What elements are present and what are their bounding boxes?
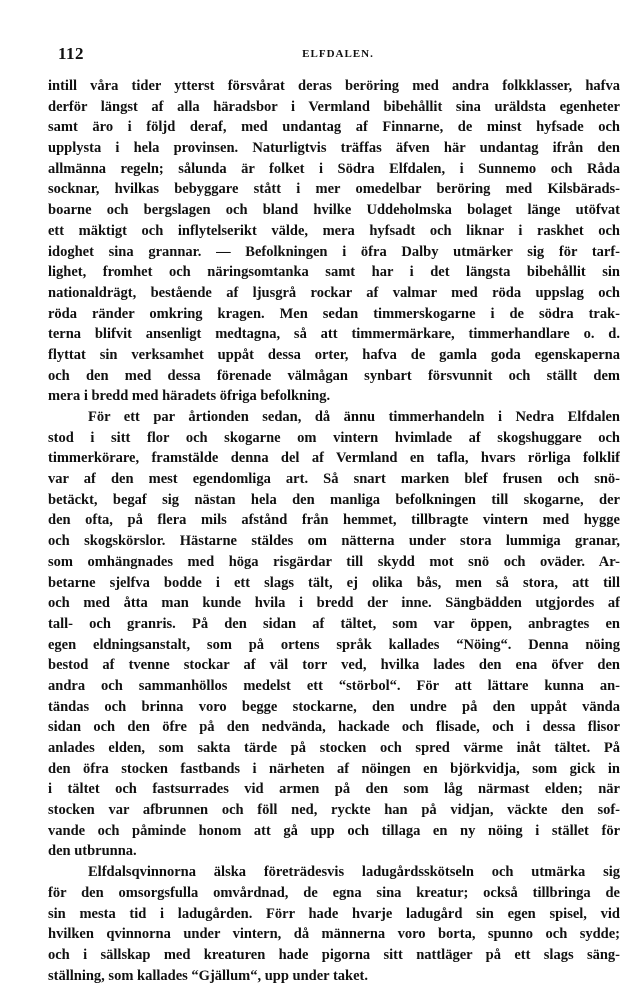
running-head: ELFDALEN.	[302, 48, 374, 60]
text-line: upplysta i hela provinsen. Naturligtvis träffas äfven här undantag ifrån den	[48, 140, 620, 157]
page-header	[58, 44, 618, 66]
text-line: tändas och brinna voro begge stockarne, den undre på den uppåt vända	[48, 698, 620, 715]
text-line: flyttat sin verksamhet uppåt dessa orter, hafva de gamla goda egenskaperna	[48, 346, 620, 363]
text-line: boarne och bergslagen och bland hvilke Uddeholmska bolaget länge utöfvat	[48, 202, 620, 219]
body-text	[48, 76, 620, 986]
text-line: och i sällskap med kreaturen hade pigorna sitt nattläger på ett slags säng-	[48, 946, 620, 963]
text-line: terna blifvit ansenligt medtagna, så att timmermärkare, timmerhandlare o. d.	[48, 326, 620, 343]
text-line: samt äro i följd deraf, med undantag af Finnarne, de minst hyfsade och	[48, 119, 620, 136]
text-line: stocken var afbrunnen och föll ned, ryckte han på vidjan, väckte den sof-	[48, 802, 620, 819]
text-line: derför längst af alla häradsbor i Vermland bibehållit sina uräldsta egenheter	[48, 98, 620, 115]
text-line: bestod af tvenne stockar af väl torr ved, hvilka lades den ena öfver den	[48, 657, 620, 674]
text-line: den ofta, på flera mils afstånd från hemmet, tillbragte vintern med hygge	[48, 512, 620, 529]
text-line: betarne sjelfva bodde i ett slags tält, ej olika bås, men så stora, att till	[48, 574, 620, 591]
page-number: 112	[58, 44, 85, 63]
paragraph	[48, 862, 620, 986]
text-line: betäckt, begaf sig nästan hela den manliga befolkningen till skogarne, der	[48, 491, 620, 508]
text-line: allmänna regeln; sålunda är folket i Södra Elfdalen, i Sunnemo och Råda	[48, 160, 620, 177]
text-line: ställning, som kallades “Gjällum“, upp under taket.	[48, 967, 369, 984]
text-line: intill våra tider ytterst försvårat deras beröring med andra folkklasser, hafva	[48, 78, 620, 94]
text-line: anlades elden, som sakta tärde på stocken och spred värme inåt tältet. På	[48, 740, 620, 756]
text-line: timmerkörare, framstälde denna del af Vermland en tafla, hvars rörliga folklif	[48, 450, 620, 467]
text-line: i tältet och fastsurrades vid armen på den som låg närmast elden; när	[48, 781, 620, 798]
text-line: och skogskörslor. Hästarne stäldes om nätterna under stora lummiga granar,	[48, 533, 620, 550]
text-line: sidan och den öfre på den nedvända, hackade och flisade, och i dessa flisor	[48, 719, 620, 736]
text-line: den öfra stocken fastbands i närheten af nöingen en björkvidja, som gick in	[48, 760, 620, 777]
text-line: vande och påminde honom att gå upp och tillaga en ny nöing i stället för	[48, 822, 620, 839]
text-line: den utbrunna.	[48, 843, 137, 860]
text-line: andra och sammanhöllos medelst ett “störbol“. För att lättare kunna an-	[48, 677, 620, 694]
text-line: tall- och granris. På den sidan af tältet, som var öppen, anbragtes en	[48, 615, 620, 632]
text-line: nationaldrägt, bestående af ljusgrå rockar af valmar med röda uppslag och	[48, 284, 620, 301]
text-line: och den med dessa förenade välmågan synbart försvunnit och ställt dem	[48, 367, 620, 384]
text-line: var af den mest egendomliga art. Så snart marken blef frusen och snö-	[48, 471, 620, 488]
text-line: röda ränder omkring kragen. Men sedan timmerskogarne i de södra trak-	[48, 305, 620, 322]
text-line: lighet, fromhet och näringsomtanka samt har i det längsta bibehållit sin	[48, 264, 620, 281]
text-line: Elfdalsqvinnorna älska företrädesvis ladugårdsskötseln och utmärka sig	[88, 864, 620, 881]
text-line: hvilken qvinnorna under vintern, då männerna voro borta, spunno och sydde;	[48, 926, 620, 943]
text-line: egen eldningsanstalt, som på ortens språk kallades “Nöing“. Denna nöing	[48, 636, 620, 653]
text-line: och med åtta man kunde hvila i bredd der inne. Sängbädden utgjordes af	[48, 595, 620, 612]
text-line: sin mesta tid i ladugården. Förr hade hvarje ladugård sin egen spisel, vid	[48, 905, 620, 922]
paragraph	[48, 407, 620, 862]
text-line: stod i sitt flor och skogarne om vintern hvimlade af skogshuggare och	[48, 429, 620, 446]
text-line: socknar, hvilkas bebyggare stått i mer omedelbar beröring med Kilsbärads-	[48, 181, 620, 198]
text-line: som omhängnades med höga risgärdar till skydd mot snö och oväder. Ar-	[48, 553, 620, 570]
text-line: mera i bredd med häradets öfriga befolkning.	[48, 388, 331, 405]
text-line: ett mäktigt och inflytelserikt välde, mera hyfsadt och liknar i raskhet och	[48, 222, 620, 239]
text-line: För ett par årtionden sedan, då ännu timmerhandeln i Nedra Elfdalen	[88, 409, 620, 425]
text-line: för den omsorgsfulla omvårdnad, de egna sina kreatur; också tillbringa de	[48, 884, 620, 901]
paragraph	[48, 76, 620, 407]
text-line: idoghet sina grannar. — Befolkningen i öfra Dalby utmärker sig för tarf-	[48, 243, 620, 260]
